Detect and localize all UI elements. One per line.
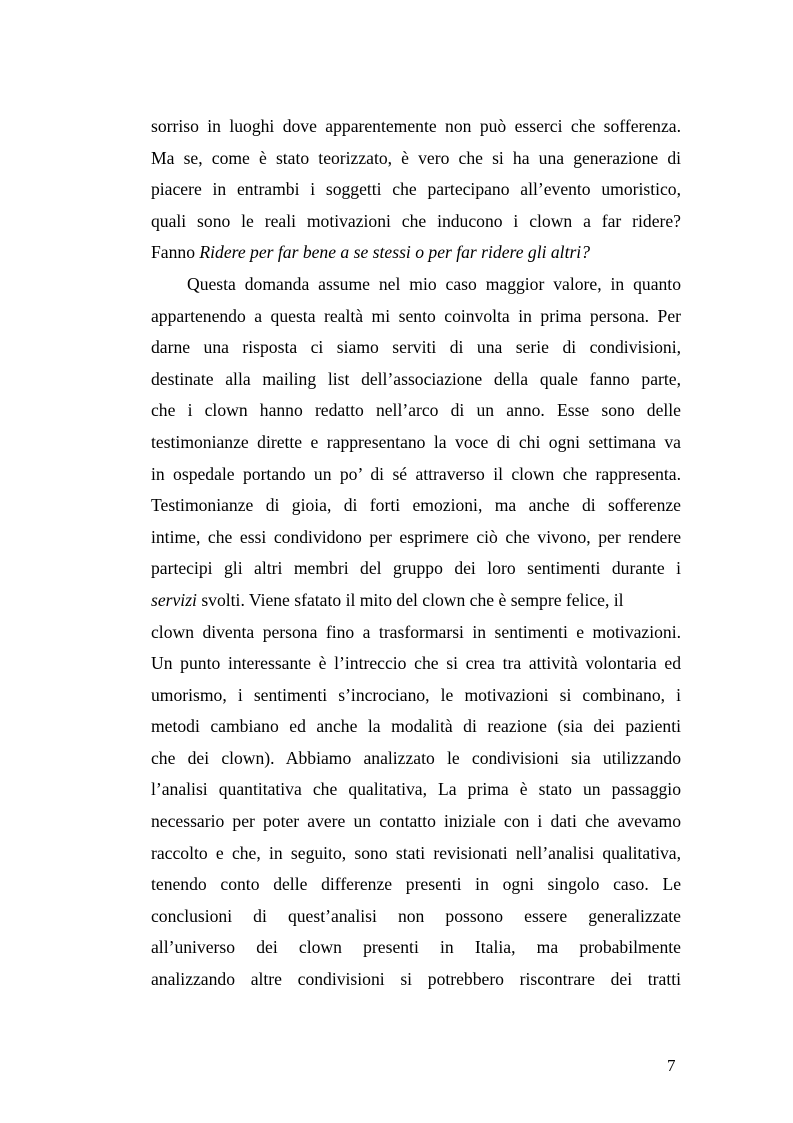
text-line: testimonianze dirette e rappresentano la voce di chi ogni settimana va (151, 431, 681, 452)
text-line: destinate alla mailing list dell’associazione della quale fanno parte, (151, 368, 681, 389)
text-line: quali sono le reali motivazioni che inducono i clown a far ridere? (151, 210, 681, 231)
text-line: raccolto e che, in seguito, sono stati revisionati nell’analisi qualitativa, (151, 842, 681, 863)
text-line: che dei clown). Abbiamo analizzato le condivisioni sia utilizzando (151, 747, 681, 768)
text-line: in ospedale portando un po’ di sé attraverso il clown che rappresenta. (151, 463, 681, 484)
text-line (151, 585, 681, 617)
text-line: necessario per poter avere un contatto iniziale con i dati che avevamo (151, 811, 681, 832)
paragraph-2 (151, 269, 681, 996)
italic-term: servizi (151, 589, 197, 610)
text-line: Testimonianze di gioia, di forti emozioni, ma anche di sofferenze (151, 495, 681, 516)
text-line: tenendo conto delle differenze presenti in ogni singolo caso. Le (151, 874, 681, 895)
italic-question: Ridere per far bene a se stessi o per far ridere gli altri? (199, 242, 590, 263)
text-line: l’analisi quantitativa che qualitativa, La prima è stato un passaggio (151, 779, 681, 800)
text-line: Ma se, come è stato teorizzato, è vero che si ha una generazione di (151, 147, 681, 168)
text-run: Fanno (151, 242, 200, 263)
text-line: conclusioni di quest’analisi non possono essere generalizzate (151, 905, 681, 926)
text-line: che i clown hanno redatto nell’arco di un anno. Esse sono delle (151, 400, 681, 421)
text-line: sorriso in luoghi dove apparentemente non può esserci che sofferenza. (151, 116, 681, 136)
text-line: Questa domanda assume nel mio caso maggior valore, in quanto (187, 273, 681, 294)
text-line: metodi cambiano ed anche la modalità di reazione (sia dei pazienti (151, 716, 681, 737)
text-line: piacere in entrambi i soggetti che partecipano all’evento umoristico, (151, 179, 681, 200)
text-line: Un punto interessante è l’intreccio che si crea tra attività volontaria ed (151, 653, 681, 674)
text-line: partecipi gli altri membri del gruppo dei loro sentimenti durante i (151, 558, 681, 579)
text-line: analizzando altre condivisioni si potrebbero riscontrare dei tratti (151, 969, 681, 990)
text-line: all’universo dei clown presenti in Italia, ma probabilmente (151, 937, 681, 958)
text-line: appartenendo a questa realtà mi sento coinvolta in prima persona. Per (151, 305, 681, 326)
text-line: intime, che essi condividono per esprimere ciò che vivono, per rendere (151, 526, 681, 547)
text-run: svolti. Viene sfatato il mito del clown che è sempre felice, il (196, 589, 624, 610)
page-body (151, 111, 681, 996)
text-line: clown diventa persona fino a trasformarsi in sentimenti e motivazioni. (151, 621, 681, 642)
text-line (151, 237, 681, 269)
text-line: darne una risposta ci siamo serviti di una serie di condivisioni, (151, 337, 681, 358)
paragraph-1 (151, 111, 681, 269)
page-number: 7 (667, 1056, 676, 1075)
text-line: umorismo, i sentimenti s’incrociano, le motivazioni si combinano, i (151, 684, 681, 705)
